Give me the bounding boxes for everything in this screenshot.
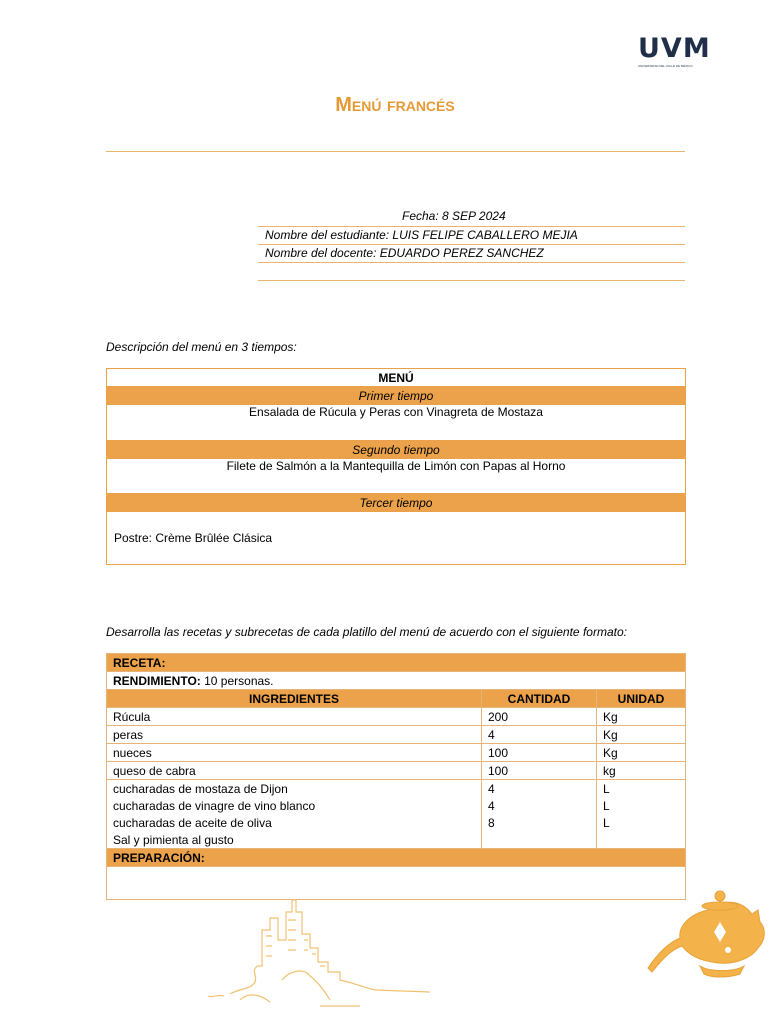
recipe-table <box>106 653 686 900</box>
student-name-text: Nombre del estudiante: LUIS FELIPE CABALLERO MEJIA <box>265 228 578 242</box>
course-dish: Postre: Crème Brûlée Clásica <box>107 512 686 565</box>
preparacion-label: PREPARACIÓN: <box>107 849 686 867</box>
ingredient-cell: cucharadas de aceite de oliva <box>107 814 482 831</box>
ingredient-cell: Rúcula <box>107 708 482 726</box>
course-dish: Filete de Salmón a la Mantequilla de Limón con Papas al Horno <box>107 459 686 494</box>
title-divider <box>106 151 685 152</box>
table-row <box>107 744 686 762</box>
ingredient-cell: queso de cabra <box>107 762 482 780</box>
unit-cell: Kg <box>597 726 686 744</box>
quantity-cell: 8 <box>482 814 597 831</box>
city-skyline-icon <box>208 900 430 1006</box>
course-heading: Primer tiempo <box>107 387 686 405</box>
table-row <box>107 831 686 849</box>
info-divider <box>258 262 685 263</box>
rendimiento-row <box>107 672 686 690</box>
page-title: Menú francés <box>335 94 455 116</box>
teacher-name-text: Nombre del docente: EDUARDO PEREZ SANCHEZ <box>265 246 544 260</box>
course-heading: Segundo tiempo <box>107 441 686 459</box>
ingredient-cell: Sal y pimienta al gusto <box>107 831 482 849</box>
teapot-icon <box>648 891 764 977</box>
ingredient-cell: cucharadas de vinagre de vino blanco <box>107 797 482 814</box>
unit-cell: L <box>597 814 686 831</box>
menu-description-label: Descripción del menú en 3 tiempos: <box>106 340 297 354</box>
quantity-cell <box>482 831 597 849</box>
quantity-cell: 4 <box>482 726 597 744</box>
ingredient-cell: peras <box>107 726 482 744</box>
course-heading: Tercer tiempo <box>107 494 686 512</box>
recipes-instruction: Desarrolla las recetas y subrecetas de cada platillo del menú de acuerdo con el siguiente formato: <box>106 625 627 639</box>
unit-cell: Kg <box>597 708 686 726</box>
menu-table <box>106 368 686 565</box>
table-row <box>107 726 686 744</box>
footer-illustration <box>200 870 768 1024</box>
ingredient-cell: cucharadas de mostaza de Dijon <box>107 780 482 798</box>
uvm-logo <box>638 34 718 74</box>
receta-label: RECETA: <box>107 654 686 672</box>
quantity-cell: 100 <box>482 762 597 780</box>
unit-cell: L <box>597 797 686 814</box>
unit-cell: kg <box>597 762 686 780</box>
course-dish: Ensalada de Rúcula y Peras con Vinagreta de Mostaza <box>107 405 686 441</box>
unit-cell: Kg <box>597 744 686 762</box>
info-divider <box>258 280 685 281</box>
col-cantidad: CANTIDAD <box>482 690 597 708</box>
quantity-cell: 200 <box>482 708 597 726</box>
table-row <box>107 814 686 831</box>
col-unidad: UNIDAD <box>597 690 686 708</box>
fecha-text: Fecha: 8 SEP 2024 <box>402 209 506 223</box>
table-row <box>107 797 686 814</box>
rendimiento-label: RENDIMIENTO: <box>113 673 201 688</box>
ingredient-cell: nueces <box>107 744 482 762</box>
table-row <box>107 708 686 726</box>
table-row <box>107 780 686 798</box>
rendimiento-value: 10 personas. <box>200 673 274 688</box>
logo-subtext: UNIVERSIDAD DEL VALLE DE MÉXICO <box>638 64 693 68</box>
unit-cell: L <box>597 780 686 798</box>
logo-text: UVM <box>638 33 711 64</box>
quantity-cell: 4 <box>482 797 597 814</box>
quantity-cell: 100 <box>482 744 597 762</box>
unit-cell <box>597 831 686 849</box>
quantity-cell: 4 <box>482 780 597 798</box>
col-ingredientes: INGREDIENTES <box>107 690 482 708</box>
menu-table-title: MENÚ <box>107 369 686 387</box>
table-row <box>107 762 686 780</box>
